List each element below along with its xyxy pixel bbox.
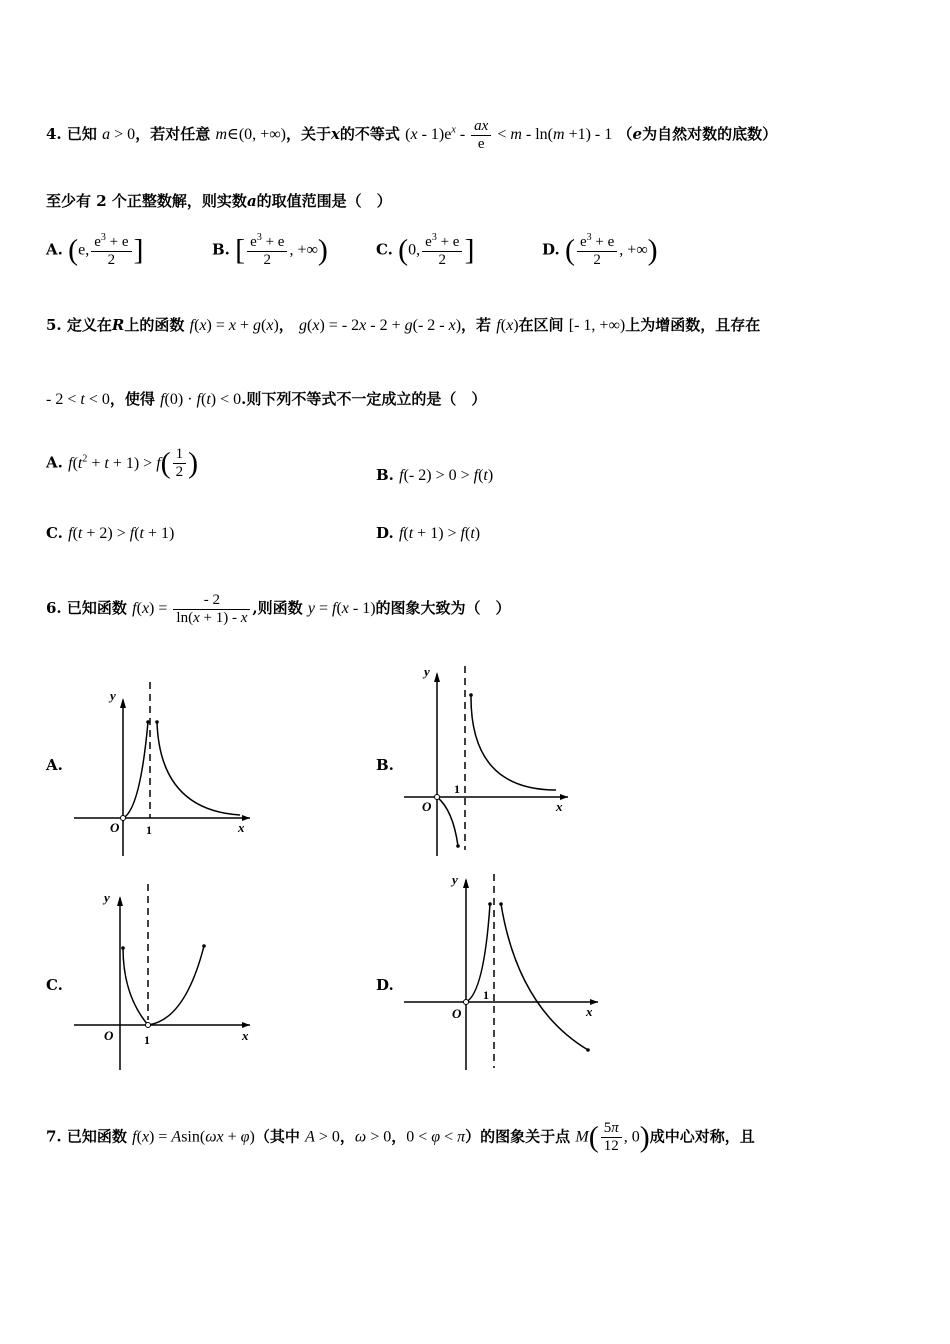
svg-text:x: x	[242, 1028, 249, 1043]
graph-d[interactable]	[398, 868, 608, 1073]
q6-label-a: A.	[46, 756, 63, 774]
tick-1-label: 1	[146, 823, 152, 837]
q4-option-d[interactable]: D. ( $\frac{e^3 + e}{2}$ , +∞)	[542, 232, 658, 268]
svg-text:x: x	[556, 799, 563, 814]
q7-line1: 7. 已知函数 f(x) = Asin(ωx + φ)（其中 A > 0，ω > 0，0 < φ < π）的图象关于点 M( $\frac{5\pi}{12}$ , 0)成中心对称，且	[46, 1120, 755, 1154]
svg-text:1: 1	[144, 1033, 150, 1047]
svg-text:y: y	[424, 664, 430, 679]
svg-text:1: 1	[483, 988, 489, 1002]
origin-label: O	[110, 820, 120, 835]
svg-text:y: y	[104, 890, 110, 905]
q6-label-d: D.	[376, 976, 394, 994]
q6-line1: 6. 已知函数 f(x) = $\frac{- 2}{\ln(x + 1) - x}$ ,则函数 y = f(x - 1)的图象大致为（ ）	[46, 592, 511, 626]
q5-line2: - 2 < t < 0，使得 f(0) · f(t) < 0.则下列不等式不一定成立的是（ ）	[46, 390, 487, 408]
q4-line1: 4. 已知 a > 0，若对任意 m∈(0, +∞)，关于x的不等式 $(x - 1)e^x$ - $\frac{ax}{e}$ < m - ln(m +1) - 1 （e为自然对数的底数）	[46, 118, 778, 152]
svg-text:O: O	[104, 1028, 114, 1043]
q5-option-d[interactable]: D. f(t + 1) > f(t)	[376, 524, 481, 542]
q6-label-b: B.	[376, 756, 394, 774]
svg-text:O: O	[422, 799, 432, 814]
q4-option-a[interactable]: A. (e, $\frac{e^3 + e}{2}$ ]	[46, 232, 144, 268]
q5-line1: 5. 定义在R上的函数 f(x) = x + g(x)， g(x) = - 2x - 2 + g(- 2 - x)，若 f(x)在区间 [- 1, +∞)上为增函数，且存在	[46, 316, 761, 334]
svg-text:x: x	[586, 1004, 593, 1019]
q4-option-c[interactable]: C. (0, $\frac{e^3 + e}{2}$ ]	[376, 232, 475, 268]
q5-option-a[interactable]: A. $f(t^2 + t + 1) > f$( $\frac{1}{2}$ )	[46, 446, 199, 480]
graph-a[interactable]	[60, 670, 260, 865]
graph-c[interactable]	[60, 880, 260, 1075]
q5-option-c[interactable]: C. f(t + 2) > f(t + 1)	[46, 524, 175, 542]
axis-x-label: x	[238, 820, 245, 835]
svg-text:1: 1	[454, 782, 460, 796]
axis-y-label: y	[110, 688, 116, 703]
q5-option-b[interactable]: B. f(- 2) > 0 > f(t)	[376, 466, 494, 484]
graph-b[interactable]	[398, 660, 598, 860]
q6-label-c: C.	[46, 976, 63, 994]
q4-line2: 至少有 2 个正整数解，则实数a的取值范围是（ ）	[46, 192, 392, 210]
svg-text:O: O	[452, 1006, 462, 1021]
q4-number: 4.	[46, 125, 62, 144]
svg-text:y: y	[452, 872, 458, 887]
q4-option-b[interactable]: B. [ $\frac{e^3 + e}{2}$ , +∞)	[212, 232, 328, 268]
